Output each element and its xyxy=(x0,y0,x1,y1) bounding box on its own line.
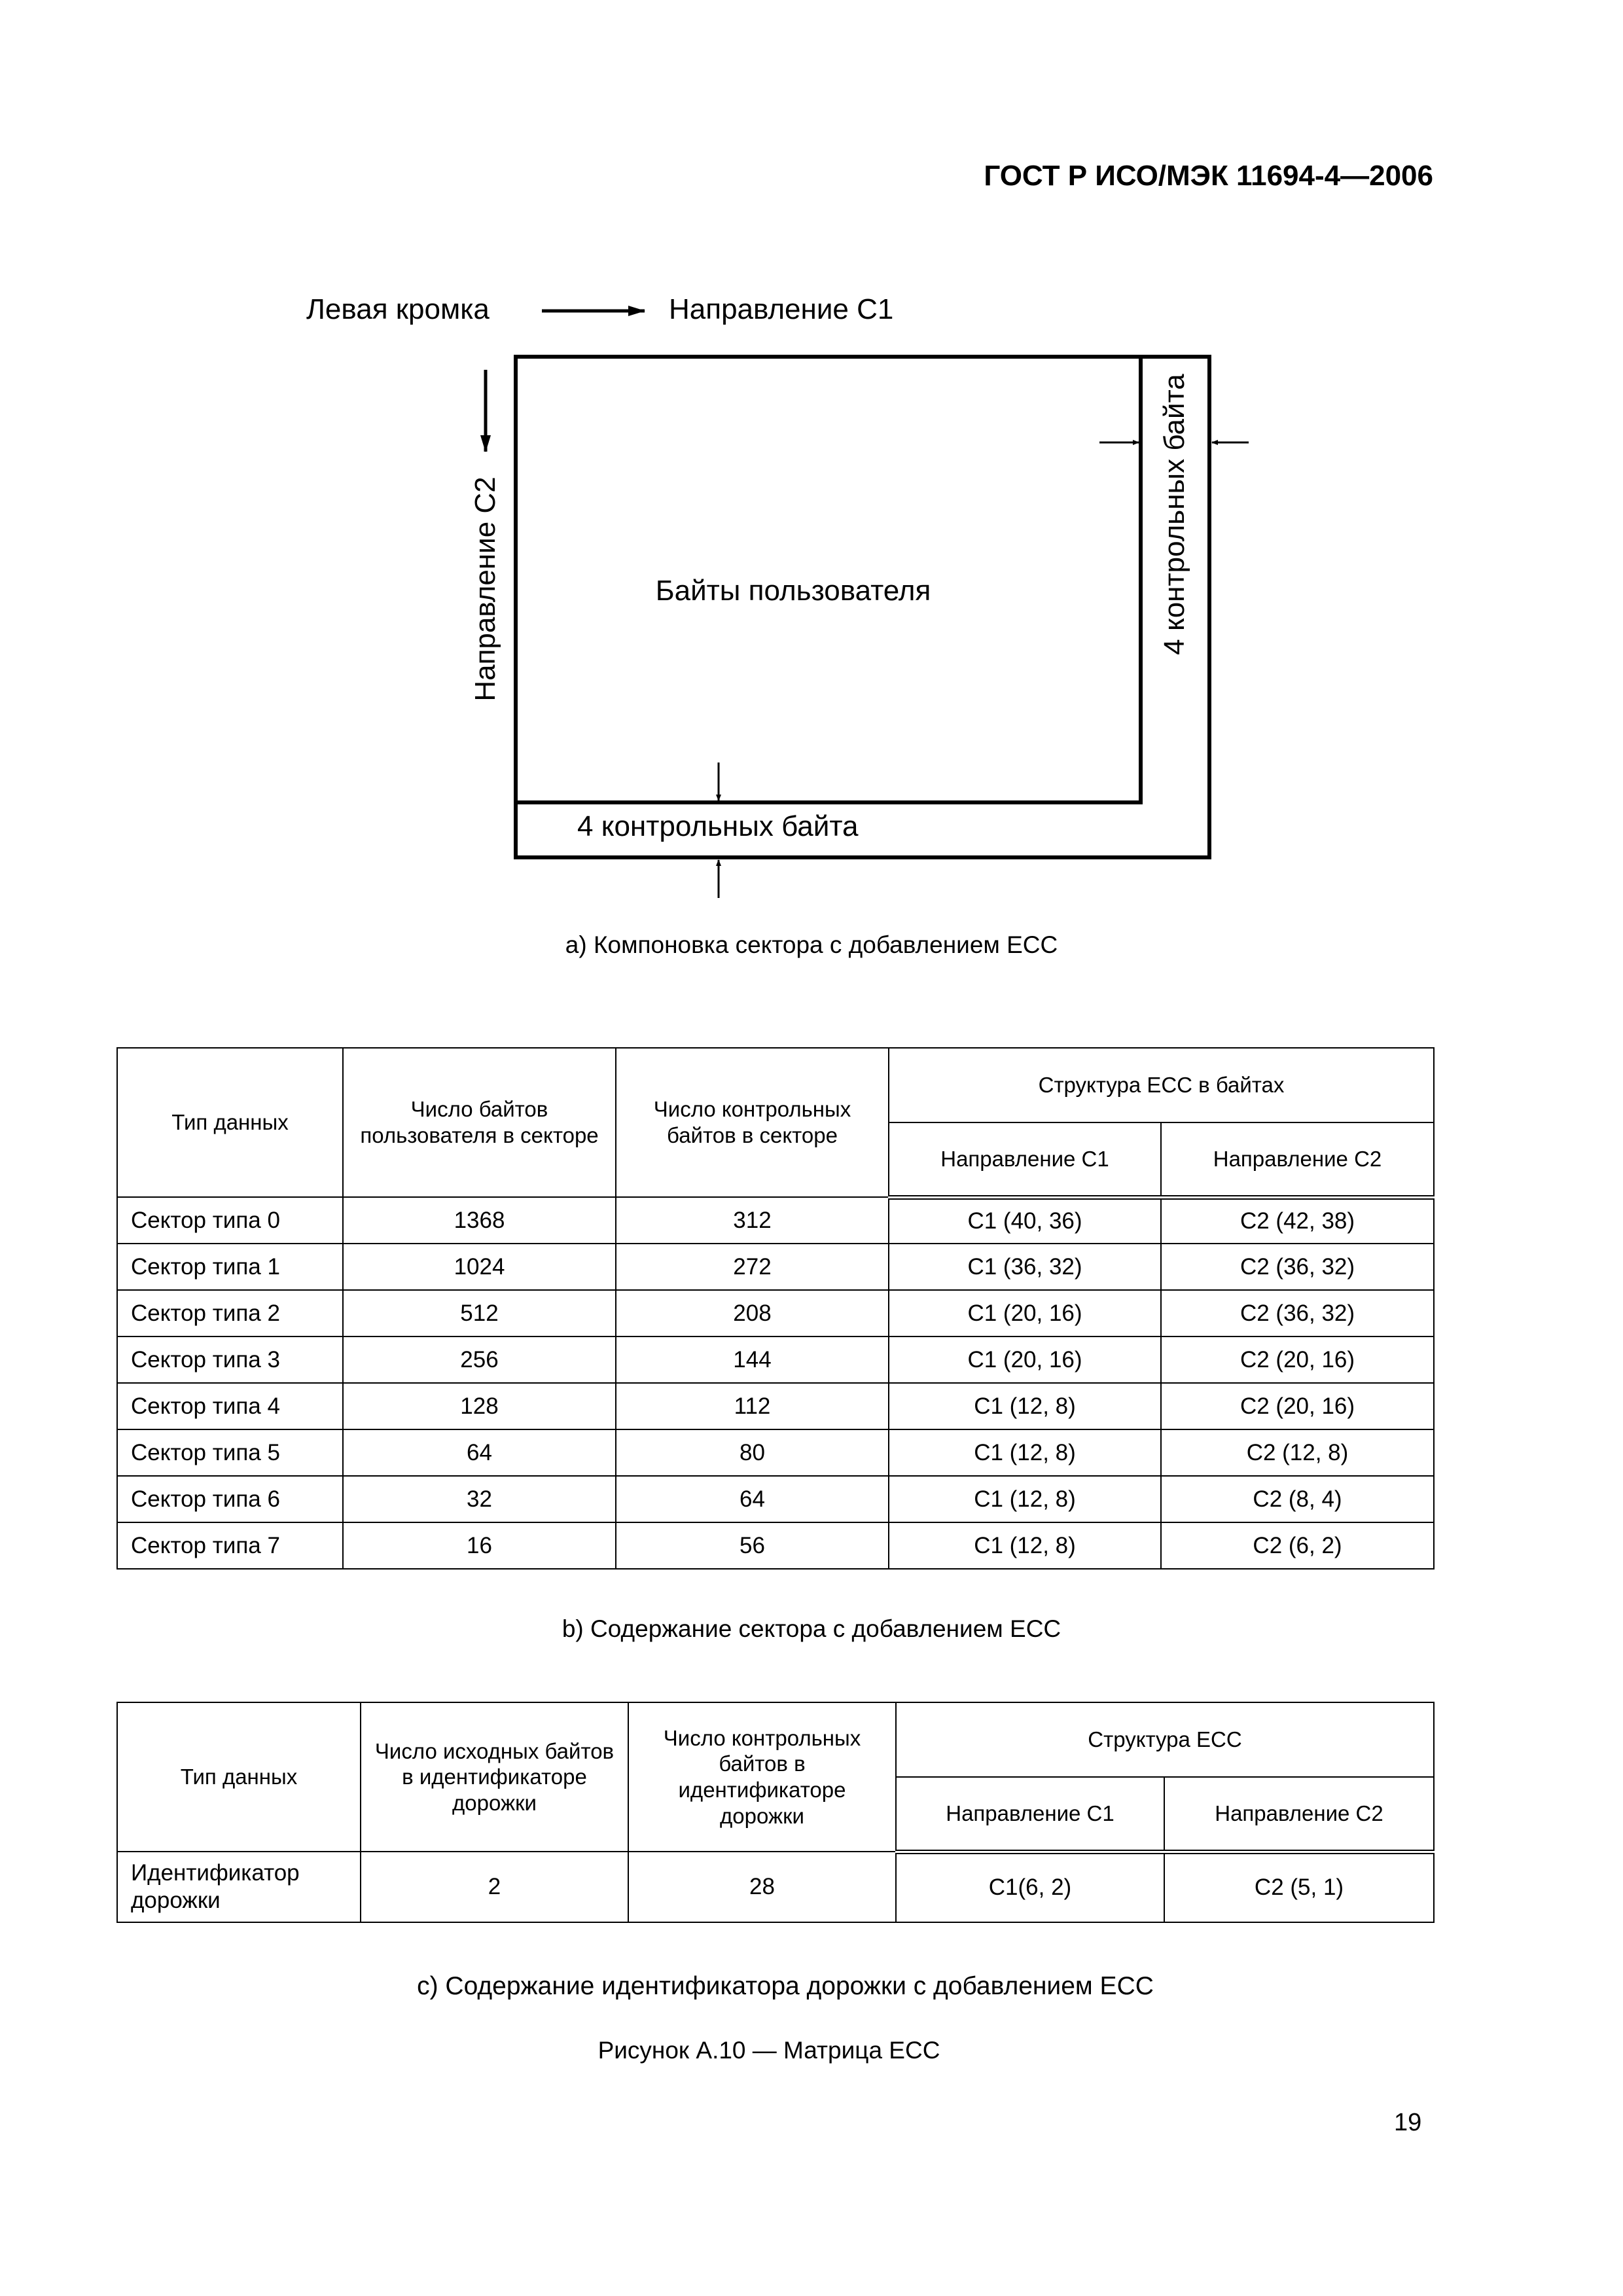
document-header: ГОСТ Р ИСО/МЭК 11694-4—2006 xyxy=(984,160,1433,192)
table-cell: Сектор типа 3 xyxy=(117,1336,343,1383)
table-cell: С2 (20, 16) xyxy=(1161,1383,1434,1429)
table-cell: С1 (40, 36) xyxy=(889,1197,1161,1244)
table-cell: Сектор типа 2 xyxy=(117,1290,343,1336)
table-cell: 28 xyxy=(628,1852,896,1922)
header-check-bytes: Число контрольных байтов в идентификаторе дорожки xyxy=(628,1702,896,1852)
sector-layout-diagram xyxy=(0,0,1623,916)
user-bytes-label: Байты пользователя xyxy=(655,575,931,607)
header-dir-c2: Направление С2 xyxy=(1164,1777,1434,1852)
table-row xyxy=(117,1429,1434,1476)
table-row xyxy=(117,1290,1434,1336)
direction-c1-label: Направление С1 xyxy=(669,293,894,325)
direction-c2-label: Направление С2 xyxy=(469,476,501,702)
table-row xyxy=(117,1197,1434,1244)
left-edge-label: Левая кромка xyxy=(306,293,490,325)
table-cell: 512 xyxy=(343,1290,616,1336)
table-cell: 80 xyxy=(616,1429,889,1476)
header-data-type: Тип данных xyxy=(117,1702,361,1852)
table-cell: Сектор типа 1 xyxy=(117,1244,343,1290)
table-cell: С2 (5, 1) xyxy=(1164,1852,1434,1922)
check-bytes-bottom-label: 4 контрольных байта xyxy=(577,810,859,842)
table-cell: 2 xyxy=(361,1852,628,1922)
table-cell: С1 (36, 32) xyxy=(889,1244,1161,1290)
caption-a: а) Компоновка сектора с добавлением ЕСС xyxy=(565,931,1058,958)
header-user-bytes: Число байтов пользователя в секторе xyxy=(343,1048,616,1197)
table-cell: Сектор типа 4 xyxy=(117,1383,343,1429)
table-cell: Сектор типа 6 xyxy=(117,1476,343,1522)
header-dir-c2: Направление С2 xyxy=(1161,1122,1434,1197)
table-cell: С2 (8, 4) xyxy=(1161,1476,1434,1522)
table-cell: 272 xyxy=(616,1244,889,1290)
track-id-ecc-table xyxy=(116,1702,1435,1923)
table-cell: С1 (12, 8) xyxy=(889,1522,1161,1569)
table-cell: С1 (20, 16) xyxy=(889,1336,1161,1383)
header-ecc-structure: Структура ЕСС в байтах xyxy=(889,1048,1434,1122)
table-cell: Сектор типа 0 xyxy=(117,1197,343,1244)
check-bytes-right-label: 4 контрольных байта xyxy=(1158,374,1190,655)
table-cell: 312 xyxy=(616,1197,889,1244)
header-source-bytes: Число исходных байтов в идентификаторе дорожки xyxy=(361,1702,628,1852)
table-row xyxy=(117,1336,1434,1383)
table-cell: С2 (36, 32) xyxy=(1161,1244,1434,1290)
table-row xyxy=(117,1852,1434,1922)
table-cell: 128 xyxy=(343,1383,616,1429)
table-cell: С2 (42, 38) xyxy=(1161,1197,1434,1244)
table-cell: С1 (12, 8) xyxy=(889,1383,1161,1429)
table-cell: С1 (20, 16) xyxy=(889,1290,1161,1336)
sector-ecc-table xyxy=(116,1047,1435,1570)
table-cell: 144 xyxy=(616,1336,889,1383)
table-cell: С1 (12, 8) xyxy=(889,1476,1161,1522)
table-cell: С2 (20, 16) xyxy=(1161,1336,1434,1383)
table-cell: Сектор типа 5 xyxy=(117,1429,343,1476)
table-row xyxy=(117,1522,1434,1569)
header-check-bytes: Число контрольных байтов в секторе xyxy=(616,1048,889,1197)
table-cell: Сектор типа 7 xyxy=(117,1522,343,1569)
table-cell: 1024 xyxy=(343,1244,616,1290)
table-cell: Идентификатор дорожки xyxy=(117,1852,361,1922)
table-cell: С1 (12, 8) xyxy=(889,1429,1161,1476)
table-cell: 1368 xyxy=(343,1197,616,1244)
table-row xyxy=(117,1244,1434,1290)
table-cell: С2 (12, 8) xyxy=(1161,1429,1434,1476)
table-cell: 256 xyxy=(343,1336,616,1383)
table-cell: 64 xyxy=(616,1476,889,1522)
header-ecc-structure: Структура ЕСС xyxy=(896,1702,1434,1777)
table-cell: С2 (36, 32) xyxy=(1161,1290,1434,1336)
table-row xyxy=(117,1383,1434,1429)
page-number: 19 xyxy=(1394,2109,1422,2136)
header-dir-c1: Направление С1 xyxy=(896,1777,1164,1852)
table-cell: С2 (6, 2) xyxy=(1161,1522,1434,1569)
table-cell: 208 xyxy=(616,1290,889,1336)
header-data-type: Тип данных xyxy=(117,1048,343,1197)
table-cell: 56 xyxy=(616,1522,889,1569)
table-row xyxy=(117,1476,1434,1522)
figure-title: Рисунок А.10 — Матрица ЕСС xyxy=(597,2037,940,2064)
table-cell: 32 xyxy=(343,1476,616,1522)
caption-c: с) Содержание идентификатора дорожки с добавлением ЕСС xyxy=(417,1972,1154,2000)
table-cell: 16 xyxy=(343,1522,616,1569)
table-cell: 112 xyxy=(616,1383,889,1429)
header-dir-c1: Направление С1 xyxy=(889,1122,1161,1197)
caption-b: b) Содержание сектора с добавлением ЕСС xyxy=(562,1615,1061,1642)
table-cell: С1(6, 2) xyxy=(896,1852,1164,1922)
table-cell: 64 xyxy=(343,1429,616,1476)
